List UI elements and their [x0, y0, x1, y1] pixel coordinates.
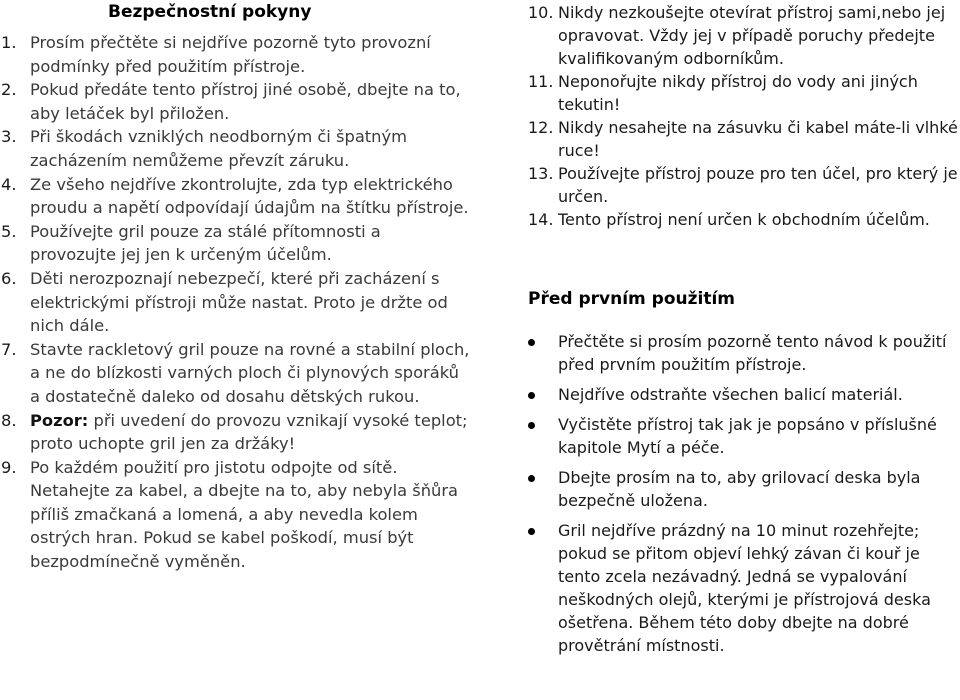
list-item: [528, 70, 960, 116]
item-text: Neponořujte nikdy přístroj do vody ani jiných tekutin!: [558, 72, 918, 114]
item-text: Nikdy nesahejte na zásuvku či kabel máte-li vlhké ruce!: [558, 118, 958, 160]
item-text: při uvedení do provozu vznikají vysoké teplot; proto uchopte gril jen za držáky!: [30, 410, 468, 454]
list-item: [0, 31, 470, 78]
item-text: Používejte gril pouze za stálé přítomnosti a provozujte jej jen k určeným účelům.: [30, 221, 381, 265]
list-item: [528, 162, 960, 208]
list-item: [0, 338, 470, 409]
bullet-icon: [528, 475, 535, 482]
item-number: 3.: [1, 127, 17, 147]
item-number: 12.: [528, 118, 554, 137]
bullet-icon: [528, 528, 535, 535]
list-item: [0, 267, 470, 338]
list-item: [0, 173, 470, 220]
list-item: [0, 409, 470, 456]
bullet-icon: [528, 339, 535, 346]
bullet-icon: [528, 422, 535, 429]
item-text: Prosím přečtěte si nejdříve pozorně tyto provozní podmínky před použitím přístroje.: [30, 33, 431, 76]
before-first-use-list: [528, 330, 960, 657]
item-text: Stavte rackletový gril pouze na rovné a stabilní ploch, a ne do blízkosti varných ploch či plynových sporáků a dostatečně daleko od dosahu dětských rukou.: [30, 339, 470, 406]
item-number: 14.: [528, 210, 554, 229]
bullet-text: Vyčistěte přístroj tak jak je popsáno v příslušné kapitole Mytí a péče.: [558, 415, 937, 457]
item-number: 1.: [1, 33, 17, 52]
bullet-text: Gril nejdříve prázdný na 10 minut rozehřejte; pokud se přitom objeví lehký závan či kouř je tento zcela nezávadný. Jedná se vypalování neškodných olejů, kterými je přístrojová deska ošetřena. Během této doby dbejte na dobré provětrání místnosti.: [558, 521, 931, 655]
list-item: [528, 1, 960, 70]
list-item: [528, 116, 960, 162]
item-text: Nikdy nezkoušejte otevírat přístroj sami,nebo jej opravovat. Vždy jej v případě poruchy předejte kvalifikovaným odborníkům.: [558, 3, 946, 68]
list-item: [0, 125, 470, 172]
before-first-use-heading: Před prvním použitím: [528, 289, 735, 309]
list-item: [0, 456, 470, 574]
bullet-icon: [528, 392, 535, 399]
warning-lead: Pozor:: [30, 410, 89, 430]
item-text: Tento přístroj není určen k obchodním účelům.: [558, 210, 930, 229]
item-text: Pokud předáte tento přístroj jiné osobě, dbejte na to, aby letáček byl přiložen.: [30, 80, 461, 123]
item-number: 13.: [528, 164, 554, 183]
item-number: 11.: [528, 72, 554, 91]
list-item: [528, 208, 960, 231]
item-number: 6.: [1, 268, 17, 288]
item-text: Děti nerozpoznají nebezpečí, které při zacházení s elektrickými přístroji může nastat. Proto je držte od nich dále.: [30, 268, 448, 336]
bullet-item: [528, 466, 960, 512]
item-text: Ze všeho nejdříve zkontrolujte, zda typ elektrického proudu a napětí odpovídají údajům na štítku přístroje.: [30, 174, 469, 218]
bullet-item: [528, 413, 960, 459]
bullet-item: [528, 383, 960, 406]
item-number: 8.: [1, 410, 17, 430]
safety-instructions-heading: Bezpečnostní pokyny: [108, 2, 312, 22]
item-text: Po každém použití pro jistotu odpojte od sítě. Netahejte za kabel, a dbejte na to, aby nebyla šňůra příliš zmačkaná a lomená, a aby nevedla kolem ostrých hran. Pokud se kabel poškodí, musí být bezpodmínečně vyměněn.: [30, 457, 459, 572]
safety-list: [0, 31, 470, 574]
safety-list-continued: [528, 1, 960, 231]
right-column: [528, 0, 960, 664]
item-text: Používejte přístroj pouze pro ten účel, pro který je určen.: [558, 164, 958, 206]
bullet-text: Dbejte prosím na to, aby grilovací deska byla bezpečně uložena.: [558, 468, 921, 510]
bullet-item: [528, 519, 960, 657]
list-item: [0, 220, 470, 267]
bullet-item: [528, 330, 960, 376]
item-number: 5.: [1, 221, 17, 241]
item-number: 2.: [1, 80, 17, 100]
item-text: Při škodách vzniklých neodborným či špatným zacházením nemůžeme převzít záruku.: [30, 127, 407, 170]
item-number: 9.: [1, 457, 17, 477]
bullet-text: Přečtěte si prosím pozorně tento návod k použití před prvním použitím přístroje.: [558, 332, 947, 374]
item-number: 4.: [1, 174, 17, 194]
left-column: [0, 0, 470, 574]
bullet-text: Nejdříve odstraňte všechen balicí materiál.: [558, 385, 903, 404]
item-number: 10.: [528, 3, 554, 22]
list-item: [0, 78, 470, 125]
item-number: 7.: [1, 339, 17, 359]
